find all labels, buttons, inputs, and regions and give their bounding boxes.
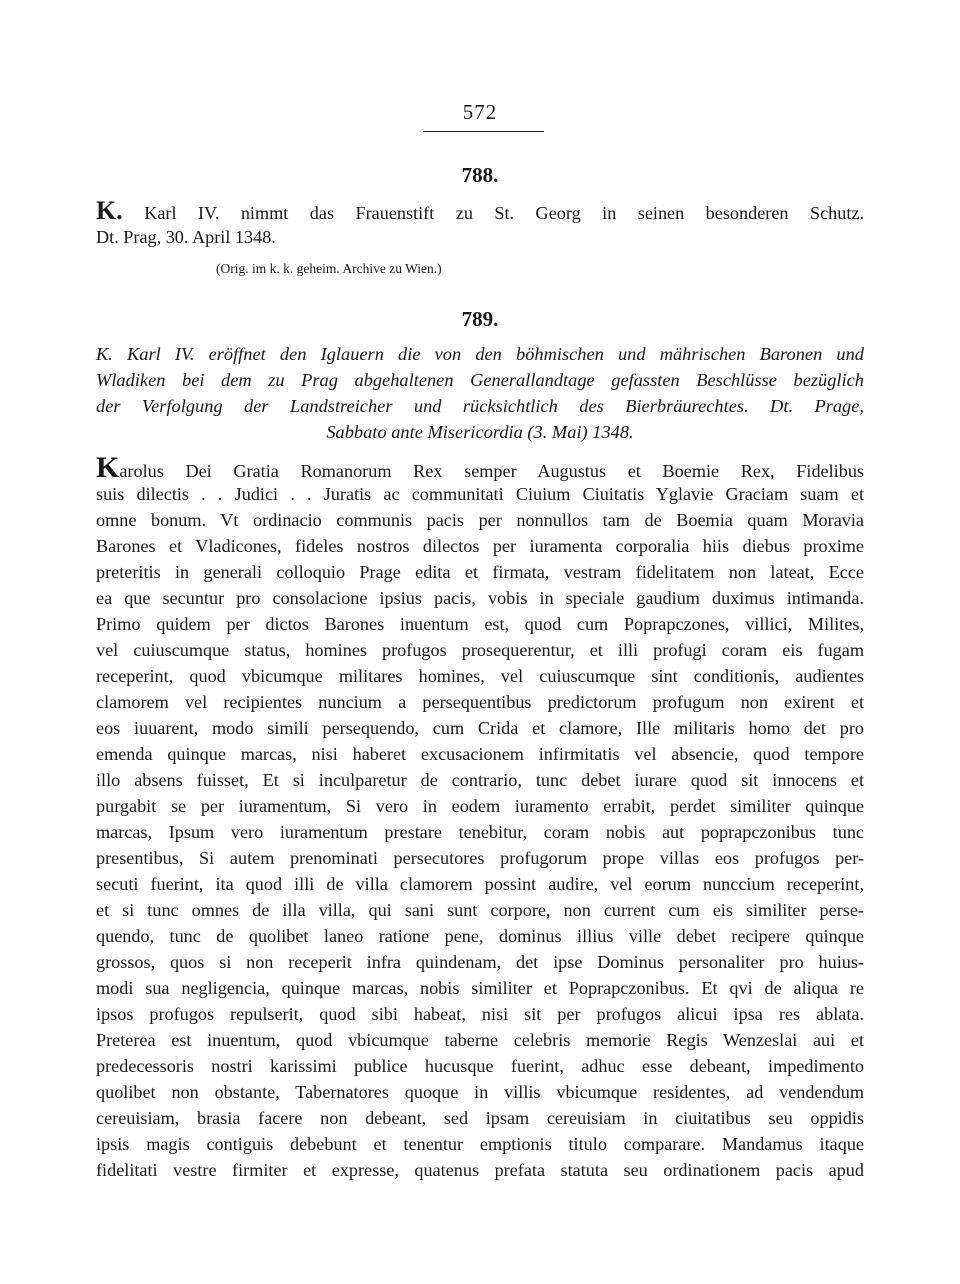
body-line: clamorem vel recipientes nuncium a persequentibus predictorum profugum non exirent et: [96, 692, 864, 712]
body-line: omne bonum. Vt ordinacio communis pacis per nonnullos tam de Boemia quam Moravia: [96, 510, 864, 530]
body-line: quolibet non obstante, Tabernatores quoque in villis vbicumque residentes, ad vendendum: [96, 1082, 864, 1102]
body-line: fidelitati vestre firmiter et expresse, quatenus prefata statuta seu ordinationem pacis apud: [96, 1160, 864, 1180]
body-line: vel cuiuscumque status, homines profugos prosequerentur, et illi profugi coram eis fugam: [96, 640, 864, 660]
page-number-rule: [423, 131, 544, 132]
drop-cap-initial: K: [96, 451, 120, 484]
body-line: receperint, quod vbicumque militares homines, vel cuiuscumque sint conditionis, audientes: [96, 666, 864, 686]
body-line: illo absens fuisset, Et si inculparetur de contrario, tunc debet iurare quod sit innocens et: [96, 770, 864, 790]
body-line: Barones et Vladicones, fideles nostros dilectos per iuramenta corporalia hiis diebus proxime: [96, 536, 864, 556]
body-line: preteritis in generali colloquio Prage edita et firmata, vestram fidelitatem non lateat, Ecce: [96, 562, 864, 582]
body-line: Primo quidem per dictos Barones inuentum est, quod cum Poprapczones, villici, Milites,: [96, 614, 864, 634]
body-line: eos iuuarent, modo simili persequendo, cum Crida et clamore, Ille militaris homo det pro: [96, 718, 864, 738]
body-line: secuti fuerint, ita quod illi de villa clamorem possint audire, vel eorum nunccium receperint,: [96, 874, 864, 894]
body-line: ipsis magis contiguis debebunt et tenentur emptionis titulo comparare. Mandamus itaque: [96, 1134, 864, 1154]
body-line: ipsos profugos repulserit, quod sibi habeat, nisi sit per profugos alicui ipsa res ablata.: [96, 1004, 864, 1024]
document-number-789: 789.: [461, 307, 499, 331]
body-line: predecessoris nostri karissimi publice hucusque fuerint, adhuc esse debeant, impedimento: [96, 1056, 864, 1076]
body-line: cereuisiam, brasia facere non debeant, sed ipsam cereuisiam in ciuitatibus seu oppidis: [96, 1108, 864, 1128]
body-line: et si tunc omnes de illa villa, qui sani sunt corpore, non current cum eis similiter perse-: [96, 900, 864, 920]
document-788-source-note: (Orig. im k. k. geheim. Archive zu Wien.): [216, 261, 442, 276]
body-line: presentibus, Si autem prenominati persecutores profugorum prope villas eos profugos per-: [96, 848, 864, 868]
heading-initial: K.: [96, 196, 123, 225]
body-first-line: [96, 451, 864, 484]
document-789-summary-line: der Verfolgung der Landstreicher und rücksichtlich des Bierbräurechtes. Dt. Prage,: [96, 396, 864, 416]
body-line: suis dilectis . . Judici . . Juratis ac communitati Ciuium Ciuitatis Yglavie Graciam suam et: [96, 484, 864, 504]
body-line: quendo, tunc de quolibet laneo ratione pene, dominus illius ville debet recipere quinque: [96, 926, 864, 946]
document-789-summary-line: Sabbato ante Misericordia (3. Mai) 1348.: [326, 422, 634, 442]
document-788-heading-line-2: Dt. Prag, 30. April 1348.: [96, 227, 276, 247]
body-first-line-text: arolus Dei Gratia Romanorum Rex semper Augustus et Boemie Rex, Fidelibus: [119, 461, 864, 481]
body-line: marcas, Ipsum vero iuramentum prestare tenebitur, coram nobis aut poprapczonibus tunc: [96, 822, 864, 842]
document-788-heading-line-1: [96, 198, 864, 224]
body-line: purgabit se per iuramentum, Si vero in eodem iuramento errabit, perdet similiter quinque: [96, 796, 864, 816]
document-789-summary-line: K. Karl IV. eröffnet den Iglauern die von den böhmischen und mährischen Baronen und: [96, 344, 864, 364]
page-number: 572: [462, 100, 498, 124]
document-number-788: 788.: [461, 163, 499, 187]
body-line: ea que secuntur pro consolacione ipsius pacis, vobis in speciale gaudium duximus intimanda.: [96, 588, 864, 608]
document-789-summary-line: Wladiken bei dem zu Prag abgehaltenen Generallandtage gefassten Beschlüsse bezüglich: [96, 370, 864, 390]
body-line: grossos, quos si non receperit infra quindenam, det ipse Dominus personaliter pro huius-: [96, 952, 864, 972]
heading-text: Karl IV. nimmt das Frauenstift zu St. Georg in seinen besonderen Schutz.: [144, 203, 864, 223]
body-line: modi sua negligencia, quinque marcas, nobis similiter et Poprapczonibus. Et qvi de aliqua re: [96, 978, 864, 998]
body-line: emenda quinque marcas, nisi haberet excusacionem infirmitatis vel absencie, quod tempore: [96, 744, 864, 764]
body-line: Preterea est inuentum, quod vbicumque taberne celebris memorie Regis Wenzeslai aui et: [96, 1030, 864, 1050]
